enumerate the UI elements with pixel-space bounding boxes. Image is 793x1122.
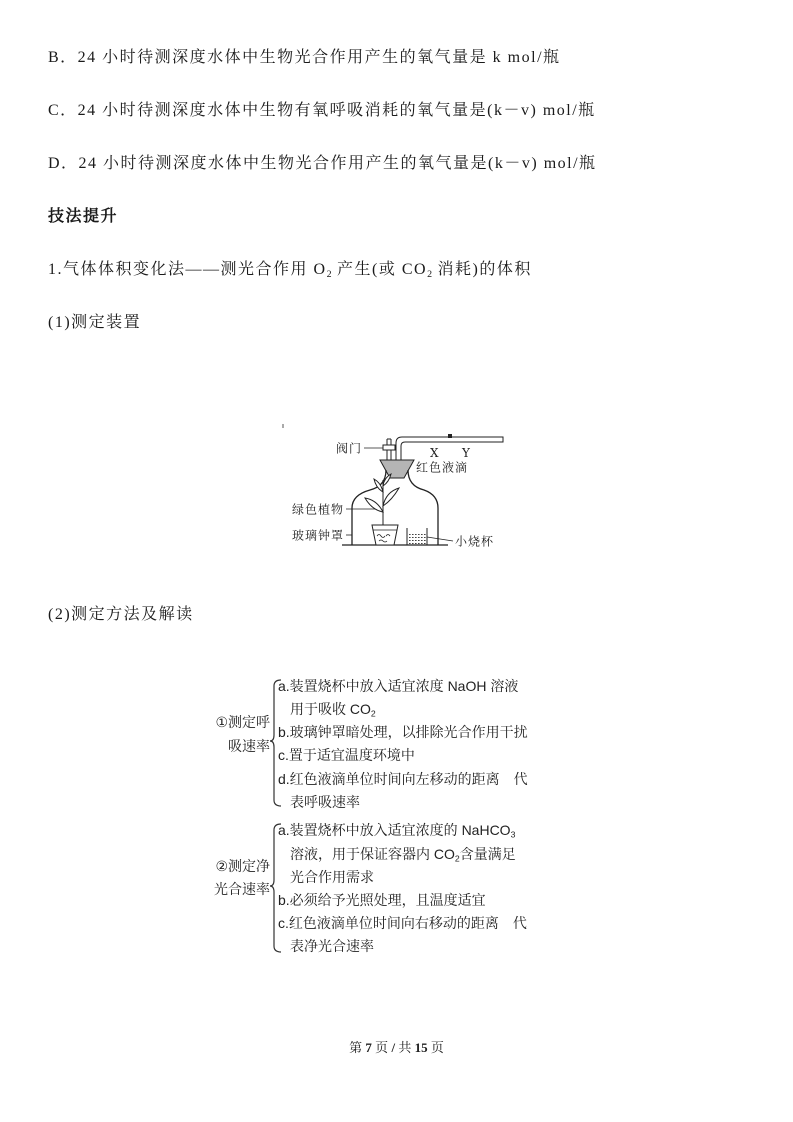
subscript: 3 bbox=[510, 829, 516, 840]
footer-text: 第 bbox=[349, 1040, 363, 1055]
red-droplet-label: 红色液滴 bbox=[416, 460, 469, 475]
respiration-label-line-2: 吸速率 bbox=[228, 738, 270, 754]
small-beaker-label: 小烧杯 bbox=[455, 534, 495, 549]
apparatus-diagram bbox=[280, 420, 510, 555]
small-beaker bbox=[407, 528, 427, 545]
footer-text: 共 bbox=[398, 1040, 412, 1055]
respiration-step-b: b.玻璃钟罩暗处理，以排除光合作用干扰 bbox=[278, 724, 528, 740]
respiration-step-c: c.置于适宜温度环境中 bbox=[278, 747, 415, 763]
step-text: 含量满足 bbox=[459, 846, 516, 862]
respiration-step-d-line-2: 表呼吸速率 bbox=[290, 794, 360, 810]
small-beaker-leader-line bbox=[427, 537, 453, 541]
subscript: 2 bbox=[427, 268, 433, 280]
plant-leaf bbox=[383, 488, 399, 506]
respiration-step-a-line-2 bbox=[290, 699, 376, 719]
net-photosynthesis-label-line-2: 光合速率 bbox=[214, 881, 270, 897]
respiration-step-d-line-1: d.红色液滴单位时间向左移动的距离 代 bbox=[278, 771, 528, 787]
apparatus-heading: (1)测定装置 bbox=[48, 314, 142, 331]
net-photosynthesis-step-c-line-2: 表净光合速率 bbox=[290, 938, 374, 954]
glass-tube bbox=[396, 437, 503, 460]
subscript: 2 bbox=[454, 853, 460, 864]
net-photosynthesis-label-line-1: ②测定净 bbox=[215, 858, 270, 874]
footer-text: 页 bbox=[430, 1040, 444, 1055]
methods-heading: (2)测定方法及解读 bbox=[48, 606, 194, 623]
method-title bbox=[48, 259, 532, 281]
net-photosynthesis-step-b: b.必须给予光照处理，且温度适宜 bbox=[278, 892, 486, 908]
red-droplet bbox=[448, 434, 452, 438]
plant-leaf bbox=[365, 498, 383, 512]
step-text: a.装置烧杯中放入适宜浓度的 NaHCO bbox=[278, 822, 511, 838]
green-plant bbox=[365, 474, 399, 525]
footer-total-pages: 15 bbox=[414, 1040, 428, 1055]
bell-jar-label: 玻璃钟罩 bbox=[292, 528, 345, 543]
y-mark-label: Y bbox=[462, 446, 471, 460]
net-photosynthesis-step-c-line-1: c.红色液滴单位时间向右移动的距离 代 bbox=[278, 915, 527, 931]
plant-leaf bbox=[374, 479, 383, 492]
flower-pot bbox=[372, 525, 398, 545]
option-b: B．24 小时待测深度水体中生物光合作用产生的氧气量是 k mol/瓶 bbox=[48, 49, 561, 66]
subscript: 2 bbox=[370, 708, 376, 719]
respiration-step-a-line-1: a.装置烧杯中放入适宜浓度 NaOH 溶液 bbox=[278, 678, 519, 694]
step-text: 溶液，用于保证容器内 CO bbox=[290, 846, 455, 862]
subscript: 2 bbox=[326, 268, 332, 280]
net-photosynthesis-step-a-line-3: 光合作用需求 bbox=[290, 869, 374, 885]
method-title-text: 消耗)的体积 bbox=[432, 261, 532, 278]
option-c: C．24 小时待测深度水体中生物有氧呼吸消耗的氧气量是(k－v) mol/瓶 bbox=[48, 102, 596, 119]
valve bbox=[383, 445, 395, 450]
section-heading: 技法提升 bbox=[48, 208, 119, 225]
x-mark-label: X bbox=[430, 446, 440, 460]
beaker-solution bbox=[408, 534, 426, 544]
net-photosynthesis-step-a-line-2 bbox=[290, 844, 516, 864]
method-title-text: 1.气体体积变化法——测光合作用 O bbox=[48, 261, 327, 278]
footer-page-number: 7 bbox=[365, 1040, 372, 1055]
footer-separator: / bbox=[391, 1040, 396, 1055]
page-footer bbox=[0, 1039, 793, 1057]
respiration-label-line-1: ①测定呼 bbox=[215, 714, 270, 730]
option-d: D．24 小时待测深度水体中生物光合作用产生的氧气量是(k－v) mol/瓶 bbox=[48, 155, 597, 172]
footer-text: 页 bbox=[375, 1040, 389, 1055]
method-title-text: 产生(或 CO bbox=[331, 261, 428, 278]
net-photosynthesis-step-a-line-1 bbox=[278, 820, 515, 840]
green-plant-label: 绿色植物 bbox=[292, 502, 345, 517]
step-text: 用于吸收 CO bbox=[290, 701, 371, 717]
valve-label: 阀门 bbox=[336, 441, 363, 456]
